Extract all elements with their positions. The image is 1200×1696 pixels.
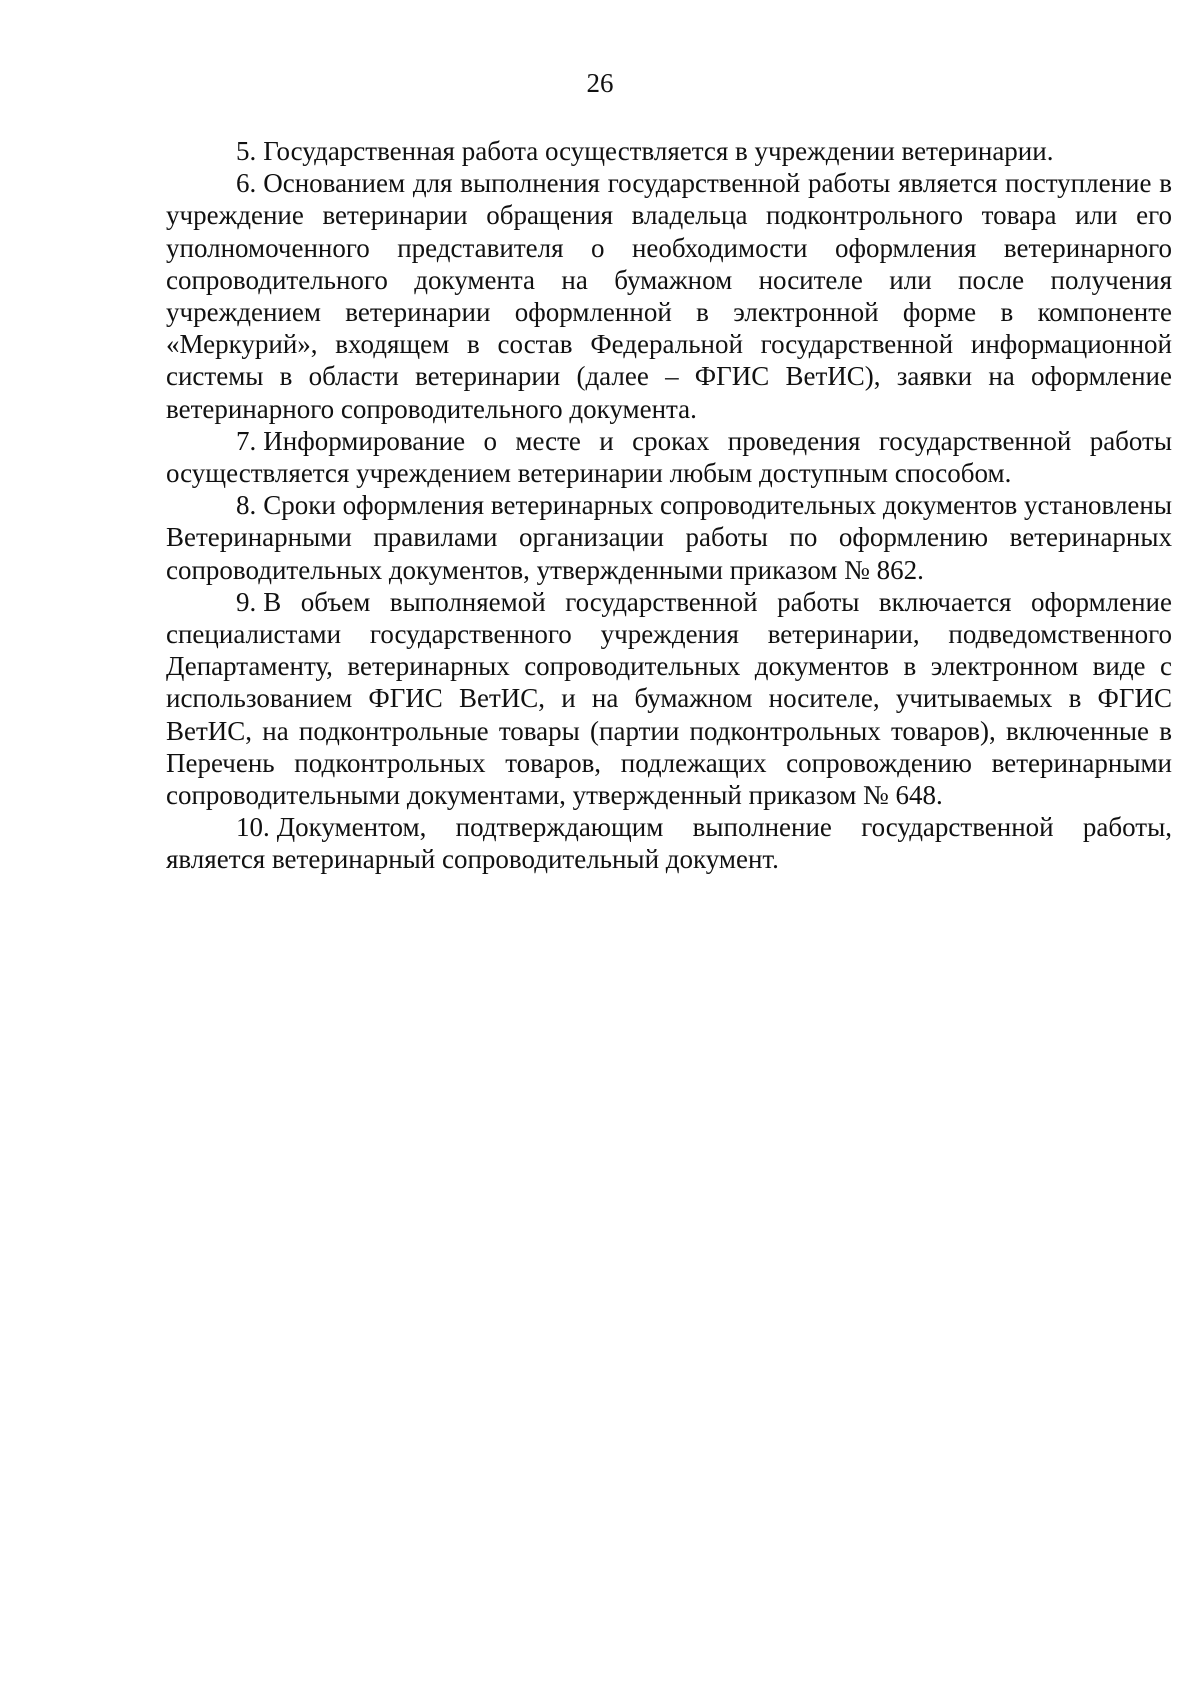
- paragraph-number: 5.: [236, 136, 257, 166]
- paragraph-number: 9.: [236, 586, 257, 617]
- paragraph-text: Основанием для выполнения государственной работы является поступление в учреждение ветеринарии обращения владельца подконтрольного товара или его уполномоченного представителя о необходимости оформления ветеринарного сопроводительного документа на бумажном носителе или после получения учреждением ветеринарии оформленной в электронной форме в компоненте «Меркурий», входящем в состав Федеральной государственной информационной системы в области ветеринарии (далее – ФГИС ВетИС), заявки на оформление ветеринарного сопроводительного документа.: [166, 168, 1172, 424]
- paragraph-text: В объем выполняемой государственной работы включается оформление специалистами государственного учреждения ветеринарии, подведомственного Департаменту, ветеринарных сопроводительных документов в электронном виде с использованием ФГИС ВетИС, и на бумажном носителе, учитываемых в ФГИС ВетИС, на подконтрольные товары (партии подконтрольных товаров), включенные в Перечень подконтрольных товаров, подлежащих сопровождению ветеринарными сопроводительными документами, утвержденный приказом № 648.: [166, 586, 1172, 811]
- paragraph-number: 7.: [236, 425, 257, 456]
- paragraph-text: Документом, подтверждающим выполнение государственной работы, является ветеринарный сопроводительный документ.: [166, 812, 1172, 875]
- paragraph-7: [166, 425, 1172, 489]
- paragraph-5: [166, 135, 1172, 167]
- paragraph-text: Информирование о месте и сроках проведения государственной работы осуществляется учреждением ветеринарии любым доступным способом.: [166, 425, 1172, 489]
- paragraph-8: [166, 489, 1172, 586]
- paragraph-number: 10.: [236, 812, 270, 843]
- paragraph-10: [166, 811, 1172, 875]
- paragraph-number: 8.: [236, 490, 257, 521]
- paragraph-6: [166, 167, 1172, 425]
- paragraph-text: Сроки оформления ветеринарных сопроводительных документов установлены Ветеринарными правилами организации работы по оформлению ветеринарных сопроводительных документов, утвержденными приказом № 862.: [166, 490, 1172, 585]
- page-number: 26: [586, 68, 614, 98]
- paragraph-9: [166, 586, 1172, 811]
- paragraph-number: 6.: [236, 168, 257, 199]
- paragraph-text: Государственная работа осуществляется в учреждении ветеринарии.: [263, 136, 1054, 166]
- document-body: [166, 135, 1172, 876]
